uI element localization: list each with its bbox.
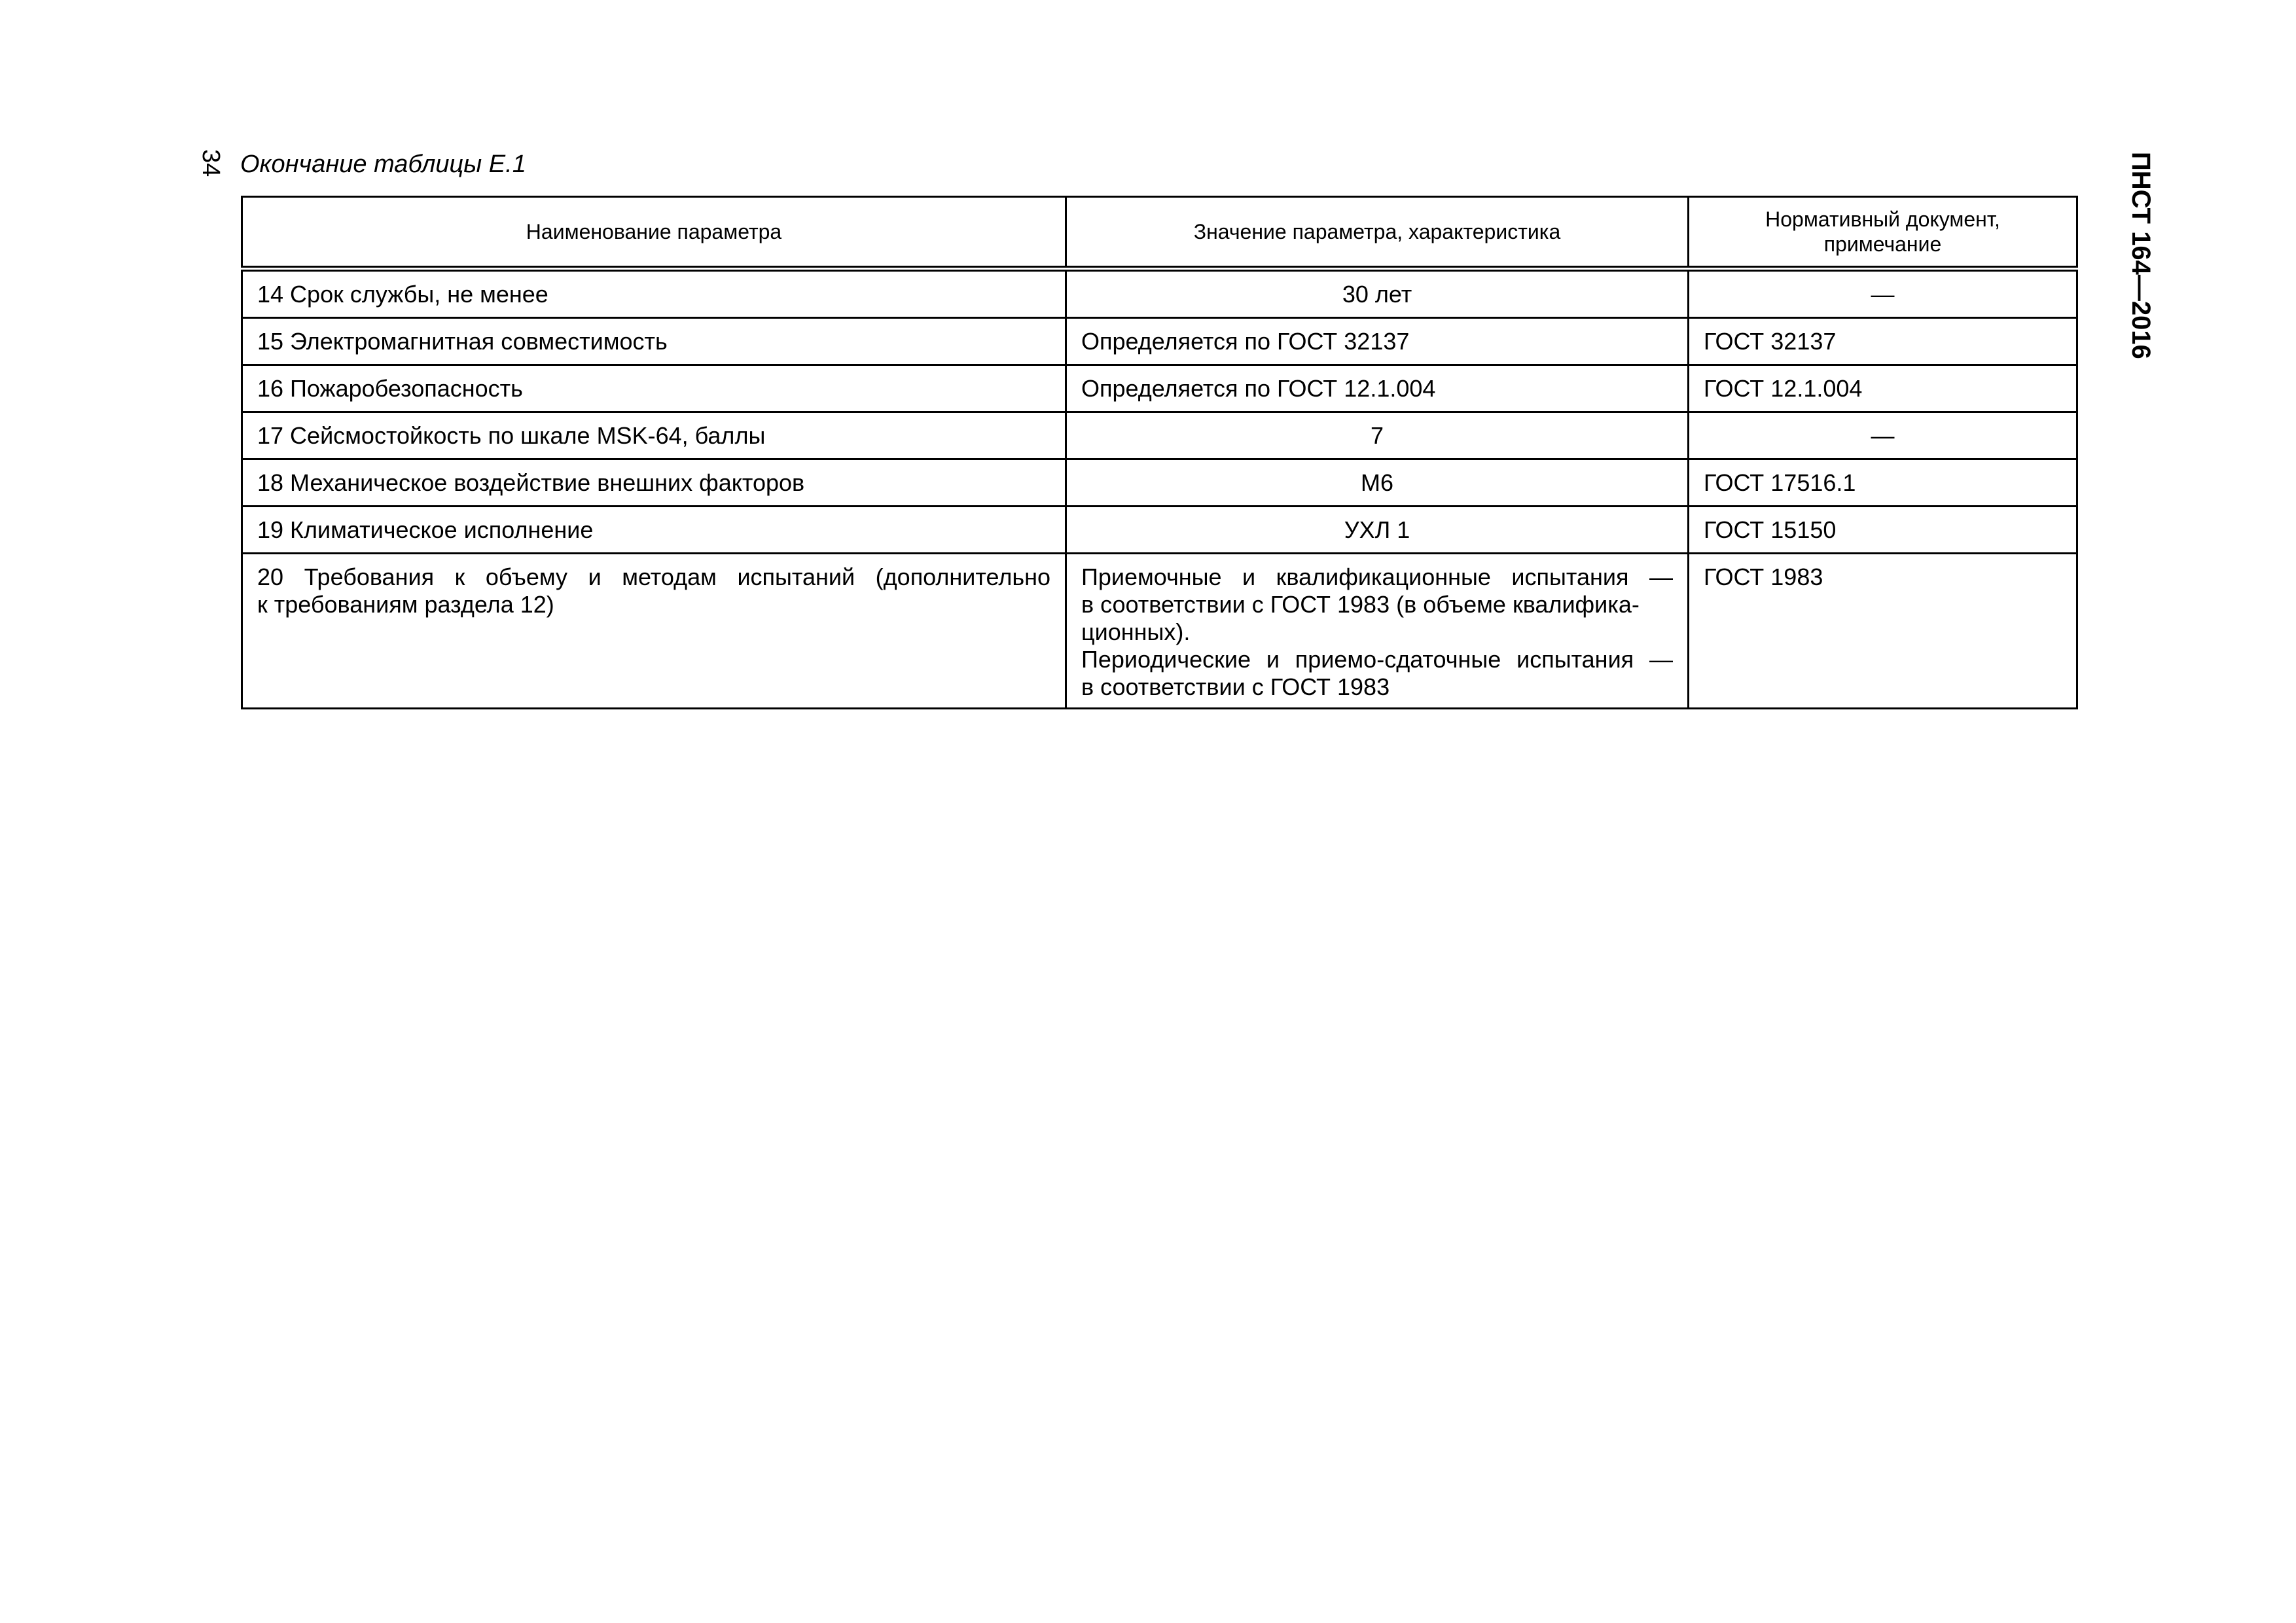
row-normative-document: ГОСТ 1983: [1689, 554, 2077, 709]
table-caption: Окончание таблицы Е.1: [240, 151, 526, 178]
header-parameter-name: Наименование параметра: [242, 197, 1066, 269]
table-row: [242, 459, 2077, 507]
row-parameter-value: Определяется по ГОСТ 32137: [1066, 318, 1689, 365]
table-row: [242, 365, 2077, 412]
row-parameter-value-line: в соответствии с ГОСТ 1983: [1081, 673, 1390, 700]
header-normative-document: [1689, 197, 2077, 269]
table-row: [242, 507, 2077, 554]
parameters-table: [241, 196, 2078, 709]
header-normative-document-text: Нормативный документ, примечание: [1765, 207, 2000, 256]
row-parameter-value: М6: [1066, 459, 1689, 507]
table-row: [242, 554, 2077, 709]
row-parameter-value: УХЛ 1: [1066, 507, 1689, 554]
row-normative-document: ГОСТ 15150: [1689, 507, 2077, 554]
table-header-row: [242, 197, 2077, 269]
row-parameter-value: 30 лет: [1066, 269, 1689, 318]
row-parameter-name: 15 Электромагнитная совместимость: [242, 318, 1066, 365]
page-number: [198, 149, 224, 188]
row-normative-document: ГОСТ 12.1.004: [1689, 365, 2077, 412]
row-parameter-name-line: к требованиям раздела 12): [257, 591, 554, 618]
row-parameter-name-line: 20 Требования к объему и методам испытаний (дополнительно: [257, 563, 1050, 590]
row-parameter-name: 18 Механическое воздействие внешних факторов: [242, 459, 1066, 507]
row-parameter-value-line: в соответствии с ГОСТ 1983 (в объеме квалифика-: [1081, 591, 1640, 618]
table-row: [242, 412, 2077, 459]
row-parameter-name: [242, 554, 1066, 709]
row-parameter-value: 7: [1066, 412, 1689, 459]
row-normative-document: —: [1689, 269, 2077, 318]
row-parameter-name: 17 Сейсмостойкость по шкале MSK-64, баллы: [242, 412, 1066, 459]
row-normative-document: —: [1689, 412, 2077, 459]
row-normative-document: ГОСТ 32137: [1689, 318, 2077, 365]
header-parameter-value: Значение параметра, характеристика: [1066, 197, 1689, 269]
row-parameter-value: Определяется по ГОСТ 12.1.004: [1066, 365, 1689, 412]
row-normative-document: ГОСТ 17516.1: [1689, 459, 2077, 507]
row-parameter-name: 14 Срок службы, не менее: [242, 269, 1066, 318]
document-code-text: ПНСТ 164—2016: [2126, 152, 2155, 359]
row-parameter-name: 16 Пожаробезопасность: [242, 365, 1066, 412]
page-number-text: 34: [197, 149, 224, 177]
table-row: [242, 269, 2077, 318]
row-parameter-value-line: ционных).: [1081, 618, 1191, 645]
table-row: [242, 318, 2077, 365]
row-parameter-value: [1066, 554, 1689, 709]
document-code: [2126, 152, 2156, 374]
row-parameter-name: 19 Климатическое исполнение: [242, 507, 1066, 554]
row-parameter-value-line: Приемочные и квалификационные испытания —: [1081, 563, 1673, 590]
row-parameter-value-line: Периодические и приемо-сдаточные испытания —: [1081, 646, 1673, 673]
